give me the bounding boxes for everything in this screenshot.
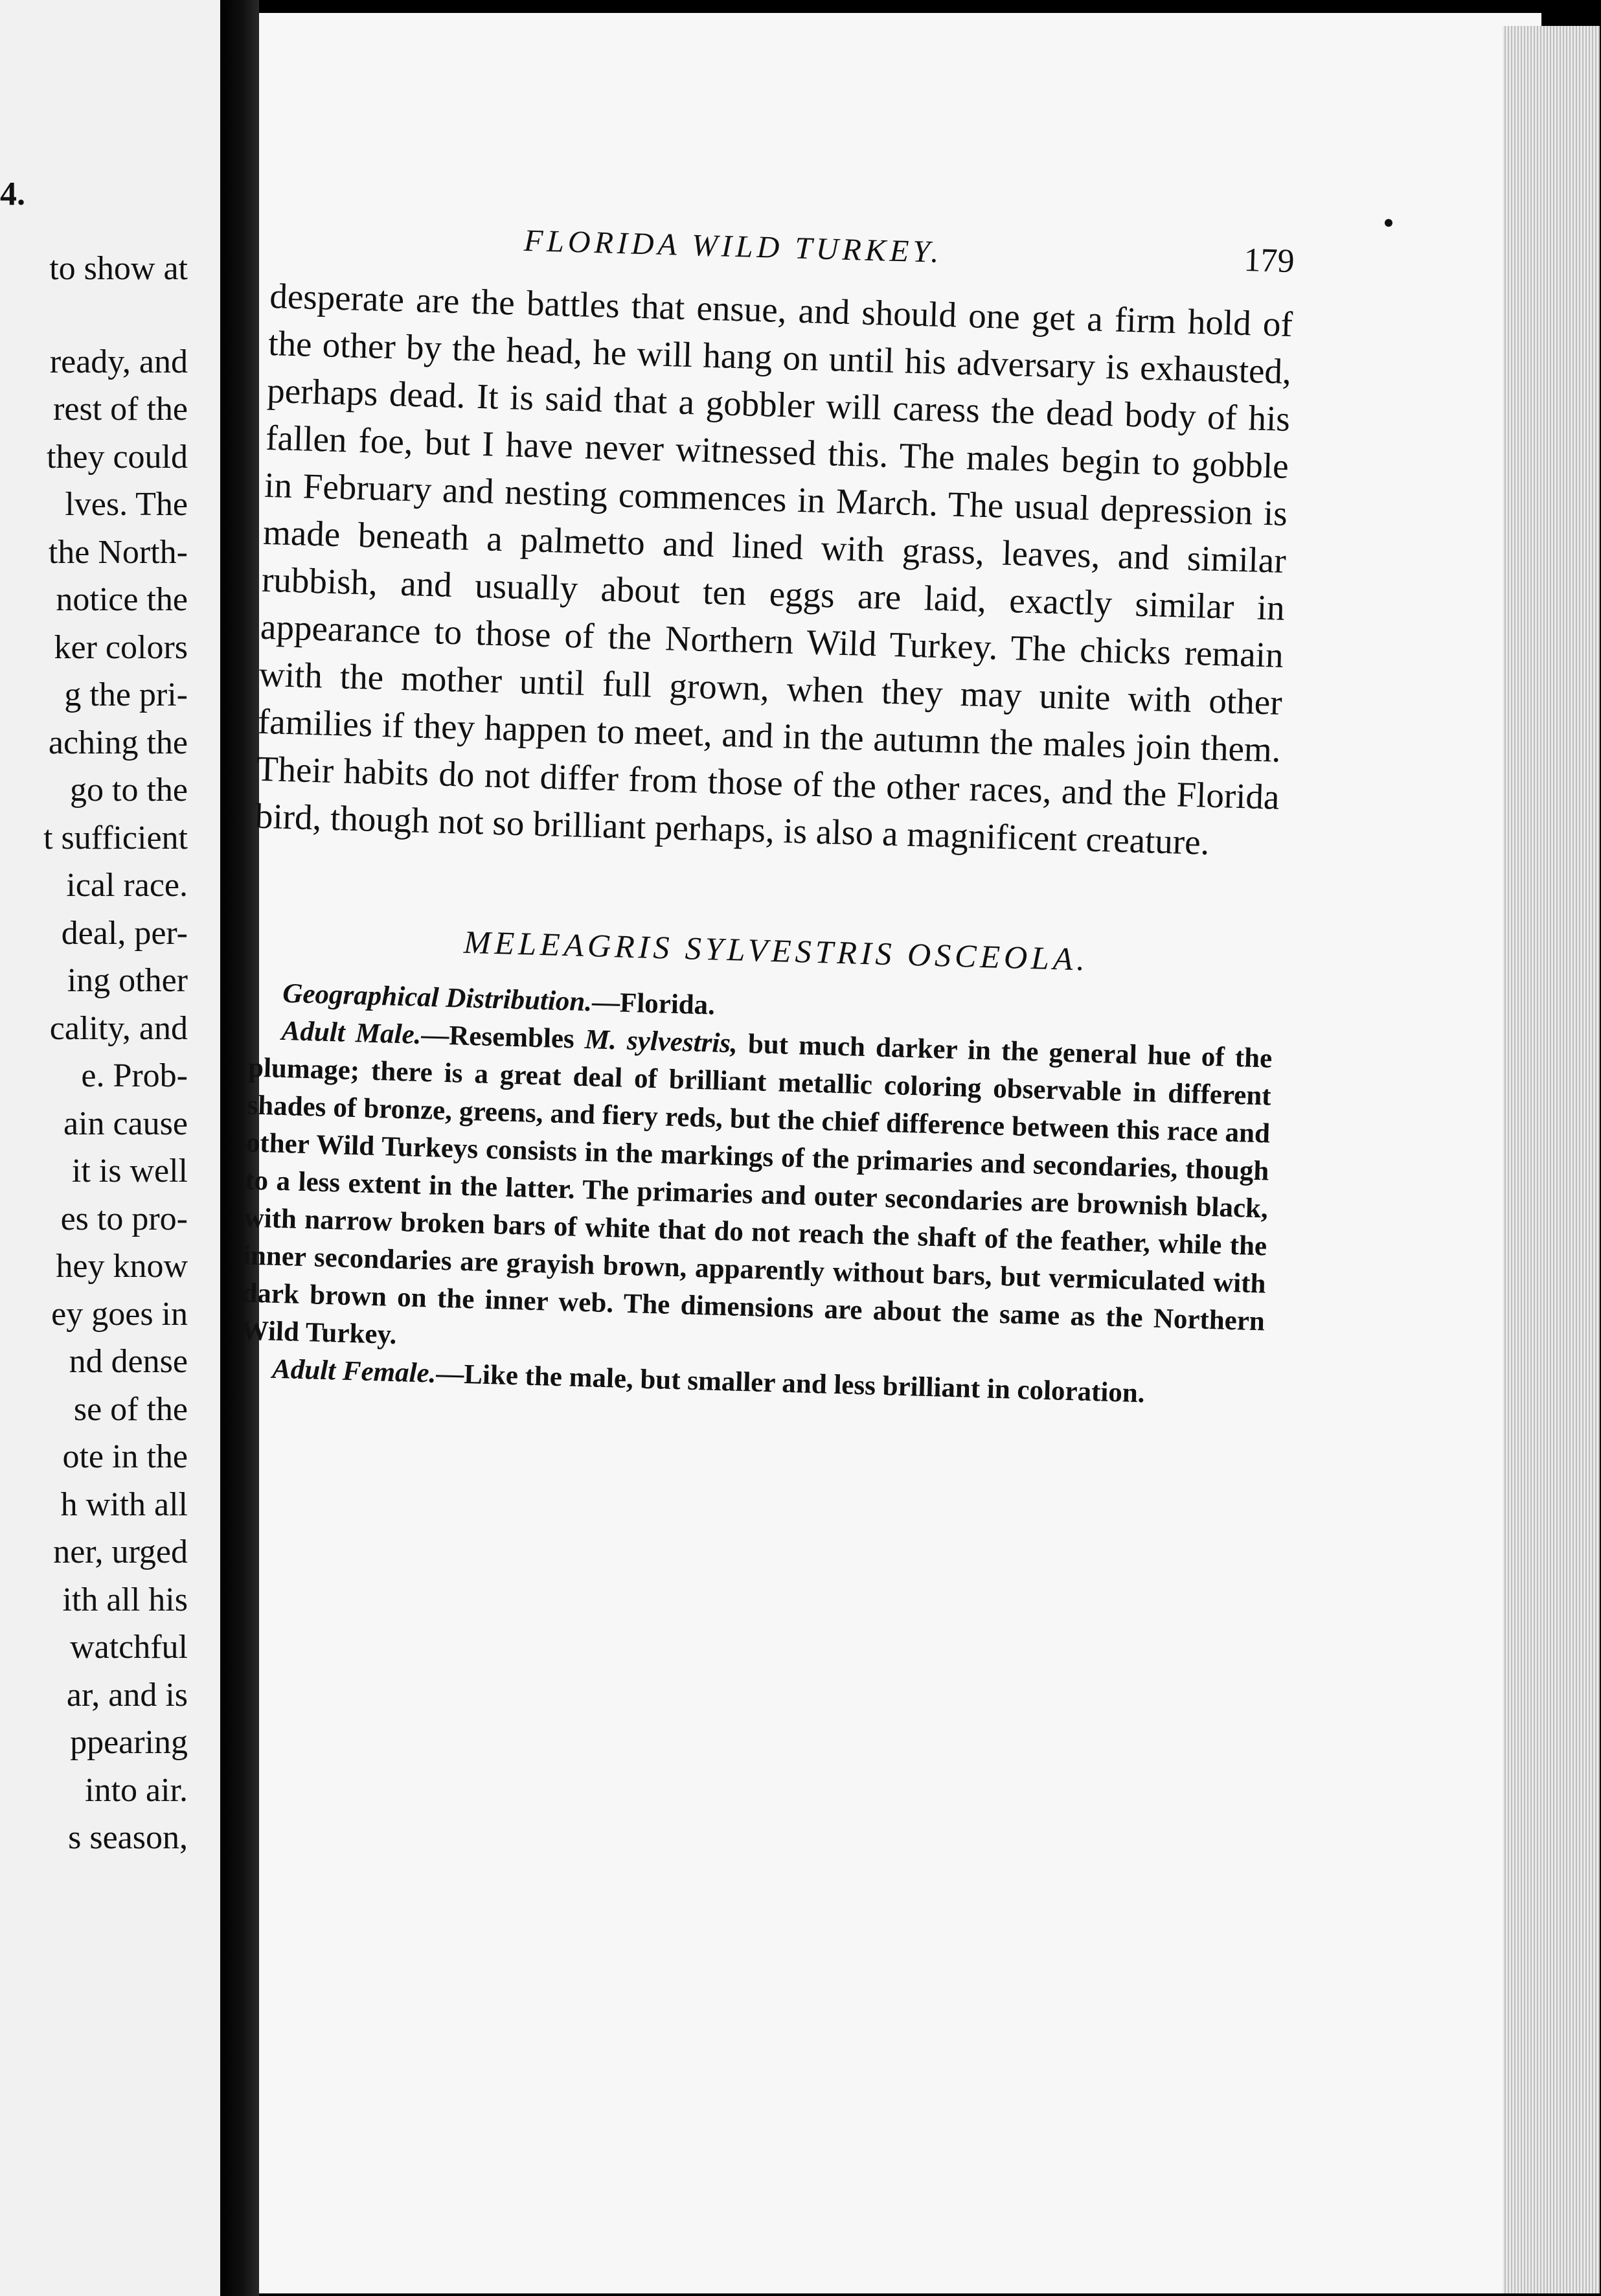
left-page-fragment: t sufficient xyxy=(43,819,188,856)
left-page-fragment: notice the xyxy=(56,581,188,618)
left-page-fragment: deal, per- xyxy=(61,914,188,952)
left-page-fragment: they could xyxy=(46,438,188,476)
running-title: FLORIDA WILD TURKEY. xyxy=(523,223,944,270)
page-edges xyxy=(1503,26,1600,2293)
adult-male-species-ref: M. sylvestris, xyxy=(584,1024,738,1059)
distribution-label: Geographical Distribution. xyxy=(282,978,593,1018)
left-page-fragment: rest of the xyxy=(53,391,188,428)
left-page-marker: 4. xyxy=(0,176,25,212)
distribution-text: —Florida. xyxy=(591,987,716,1021)
left-page-fragment: into air. xyxy=(85,1771,188,1809)
left-page-fragment: es to pro- xyxy=(60,1200,188,1237)
left-page-fragment: e. Prob- xyxy=(81,1057,188,1094)
left-page-fragment: ready, and xyxy=(49,343,188,380)
left-page-fragment: watchful xyxy=(70,1629,188,1666)
adult-female-label: Adult Female. xyxy=(271,1353,437,1389)
left-page-fragment: ppearing xyxy=(70,1724,188,1761)
ink-dot xyxy=(1385,219,1392,227)
left-page-fragment: ker colors xyxy=(54,628,188,666)
left-page-fragment: cality, and xyxy=(49,1009,188,1047)
body-paragraph: desperate are the battles that ensue, and should one get a firm hold of the other by the head, he will hang on until his adversary is exhausted, perhaps dead. It is said that a gobbler will caress the dead body of his fallen foe, but I have never witnessed this. The males begin to gobble in February and nesting commences in March. The usual depression is made beneath a palmetto and lined with grass, leaves, and similar rubbish, and usually about ten eggs are laid, exactly similar in appearance to those of the Northern Wild Turkey. The chicks remain with the mother until full grown, when they may unite with other families if they happen to meet, and in the autumn the males join them. Their habits do not differ from those of the other races, and the Florida bird, though not so brilliant perhaps, is also a magnificent creature. xyxy=(255,275,1293,862)
left-page-fragment: lves. The xyxy=(65,486,188,523)
left-page-fragment: ote in the xyxy=(62,1438,188,1475)
adult-male-entry xyxy=(240,1012,1273,1379)
left-page-fragment: g the pri- xyxy=(64,676,188,713)
adult-male-text-2: but much darker in the general hue of the plumage; there is a great deal of brilliant metallic coloring observable in different shades of bronze, greens, and fiery reds, but the chief difference between this race and other Wild Turkeys consists in the markings of the primaries and secondaries, though to a less extent in the latter. The primaries and outer secondaries are brownish black, with narrow broken bars of white that do not reach the shaft of the feather, while the inner secondaries are grayish brown, apparently without bars, but vermiculated with dark brown on the inner web. The dimensions are about the same as the Northern Wild Turkey. xyxy=(240,1028,1273,1351)
left-page-fragment: ner, urged xyxy=(53,1533,188,1570)
left-page-fragment: it is well xyxy=(71,1153,188,1189)
left-page-fragment: hey know xyxy=(56,1248,188,1285)
left-page-fragment: go to the xyxy=(70,772,188,809)
left-page-fragment: h with all xyxy=(60,1486,188,1523)
species-heading: MELEAGRIS SYLVESTRIS OSCEOLA. xyxy=(463,923,1089,978)
right-page-text xyxy=(239,214,1295,1416)
left-page-fragment: ith all his xyxy=(62,1581,188,1618)
left-page-fragment: se of the xyxy=(73,1390,188,1428)
left-page-fragment: ing other xyxy=(67,962,188,999)
left-page xyxy=(0,0,220,2296)
left-page-fragment: s season, xyxy=(68,1819,188,1856)
left-page-fragment: ain cause xyxy=(63,1105,188,1142)
adult-male-text-1: —Resembles xyxy=(420,1019,585,1055)
left-page-fragment: to show at xyxy=(49,250,188,287)
left-page-fragment: ical race. xyxy=(66,867,188,904)
left-page-fragment: aching the xyxy=(48,724,188,761)
left-page-fragment: the North- xyxy=(48,533,188,571)
adult-female-text: —Like the male, but smaller and less brilliant in coloration. xyxy=(435,1358,1146,1409)
left-page-fragment: nd dense xyxy=(69,1343,188,1380)
left-page-fragment: ar, and is xyxy=(66,1676,188,1714)
page-number: 179 xyxy=(1243,241,1295,281)
adult-male-label: Adult Male. xyxy=(281,1015,422,1050)
left-page-fragment: ey goes in xyxy=(51,1295,188,1333)
